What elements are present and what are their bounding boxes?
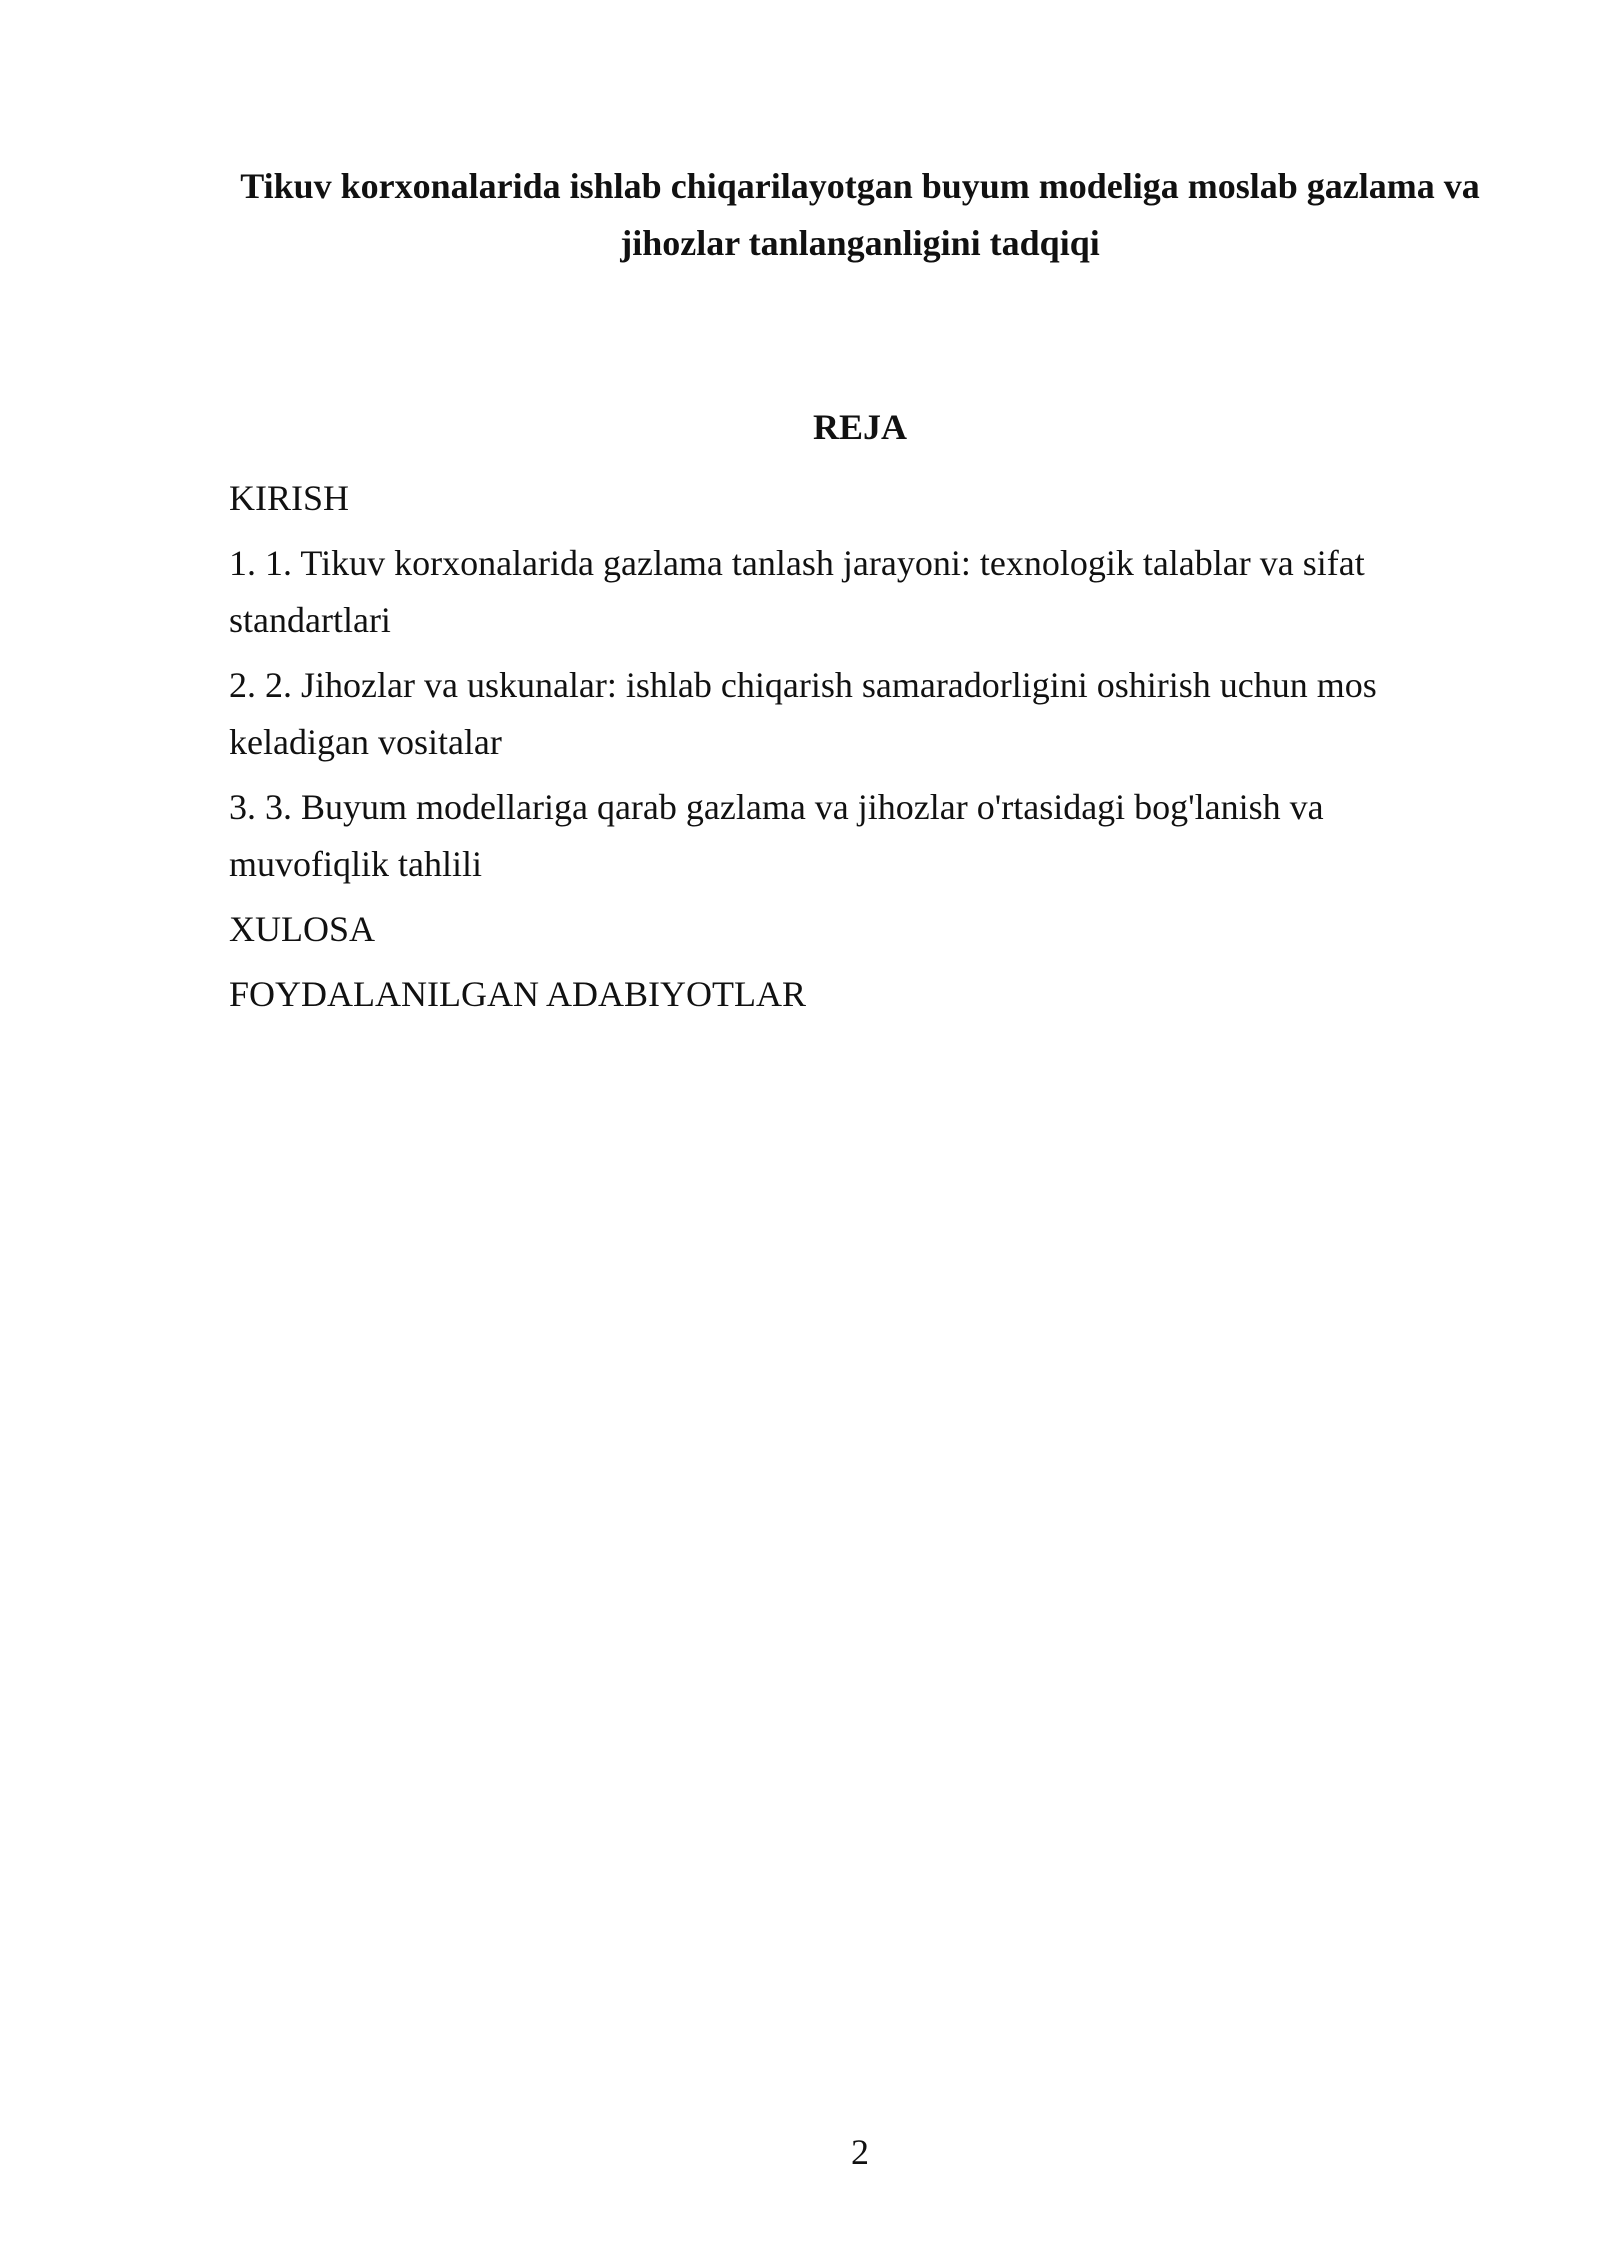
toc-item-section-2: 2. 2. Jihozlar va uskunalar: ishlab chiqarish samaradorligini oshirish uchun mos keladigan vositalar bbox=[229, 665, 1377, 762]
page-number: 2 bbox=[851, 2132, 869, 2172]
toc-item-introduction: KIRISH bbox=[229, 478, 350, 518]
document-title: Tikuv korxonalarida ishlab chiqarilayotgan buyum modeliga moslab gazlama va jihozlar tanlanganligini tadqiqi bbox=[240, 166, 1480, 263]
toc-item-references: FOYDALANILGAN ADABIYOTLAR bbox=[229, 974, 806, 1014]
plan-heading: REJA bbox=[812, 407, 907, 447]
toc-item-section-3: 3. 3. Buyum modellariga qarab gazlama va jihozlar o'rtasidagi bog'lanish va muvofiqlik tahlili bbox=[229, 787, 1324, 884]
toc-item-conclusion: XULOSA bbox=[229, 909, 376, 949]
table-of-contents bbox=[229, 470, 1469, 1031]
toc-item-section-1: 1. 1. Tikuv korxonalarida gazlama tanlash jarayoni: texnologik talablar va sifat standartlari bbox=[229, 543, 1365, 640]
